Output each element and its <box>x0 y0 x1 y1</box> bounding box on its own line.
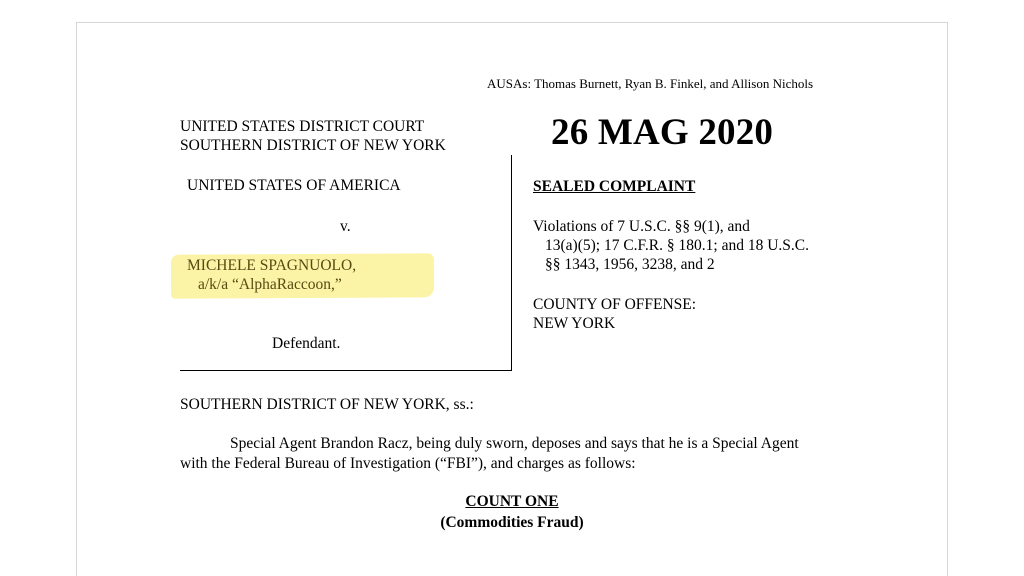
sealed-complaint-title: SEALED COMPLAINT <box>533 178 696 195</box>
violations-line-1: Violations of 7 U.S.C. §§ 9(1), and <box>533 218 750 235</box>
defendant-name: MICHELE SPAGNUOLO, <box>187 257 357 274</box>
venue-line: SOUTHERN DISTRICT OF NEW YORK, ss.: <box>180 396 474 413</box>
county-label: COUNTY OF OFFENSE: <box>533 296 697 313</box>
defendant-alias: a/k/a “AlphaRaccoon,” <box>198 276 342 293</box>
plaintiff-name: UNITED STATES OF AMERICA <box>187 177 401 194</box>
count-subtitle: (Commodities Fraud) <box>440 514 584 531</box>
court-name-line-1: UNITED STATES DISTRICT COURT <box>180 118 425 135</box>
date-stamp: 26 MAG 2020 <box>551 112 774 153</box>
violations-line-3: §§ 1343, 1956, 3238, and 2 <box>545 256 715 273</box>
court-name-line-2: SOUTHERN DISTRICT OF NEW YORK <box>180 137 446 154</box>
paragraph-line-2: with the Federal Bureau of Investigation (“FBI”), and charges as follows: <box>180 455 636 472</box>
paragraph-line-1: Special Agent Brandon Racz, being duly sworn, deposes and says that he is a Special Agent <box>230 435 799 452</box>
versus-label: v. <box>340 218 351 235</box>
defendant-label: Defendant. <box>272 335 341 352</box>
violations-line-2: 13(a)(5); 17 C.F.R. § 180.1; and 18 U.S.C. <box>545 237 809 254</box>
county-value: NEW YORK <box>533 315 616 332</box>
ausa-line: AUSAs: Thomas Burnett, Ryan B. Finkel, and Allison Nichols <box>487 76 814 91</box>
count-title: COUNT ONE <box>465 493 559 510</box>
